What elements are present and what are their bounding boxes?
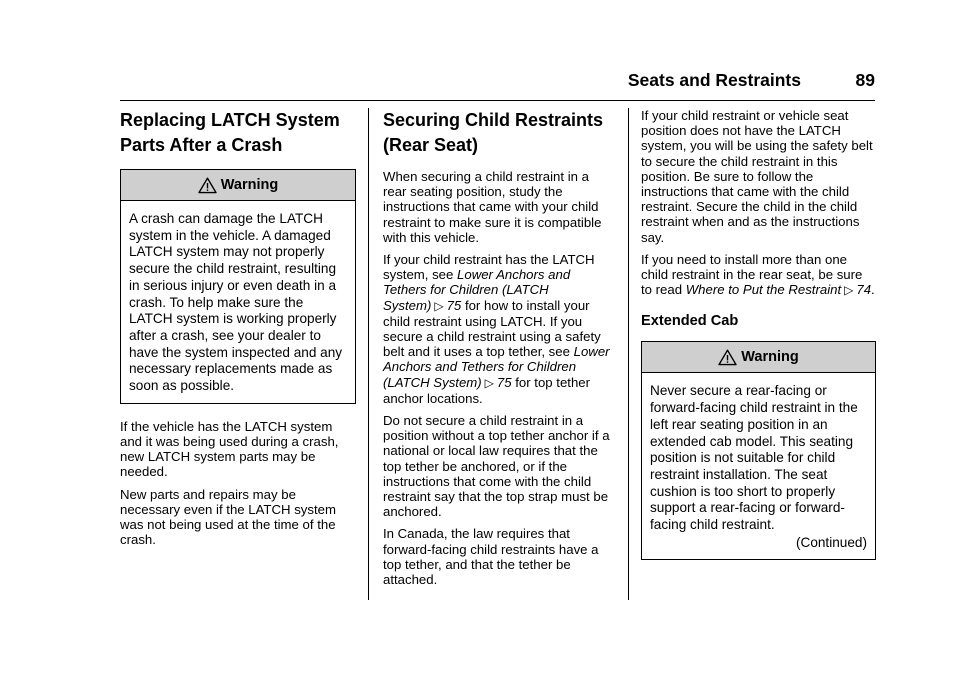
paragraph: If your child restraint or vehicle seat position does not have the LATCH system, you will be using the safety belt to secure the child restraint in this position. Be sure to follow the instructions that came with the child restraint. Secure the child in the child restraint when and as the instructions say.: [641, 108, 873, 245]
page-reference[interactable]: 74: [856, 282, 872, 298]
text-run: If your child restraint has the LATCH system, see: [383, 252, 595, 283]
text-run: .: [871, 282, 875, 298]
warning-content: [642, 373, 875, 559]
column-divider: [628, 108, 629, 600]
page-header: [120, 70, 875, 102]
text-run: for top tether anchor locations.: [383, 374, 591, 406]
paragraph: If the vehicle has the LATCH system and it was being used during a crash, new LATCH system parts may be needed.: [120, 418, 339, 480]
warning-box: [641, 341, 876, 560]
paragraph: [641, 252, 876, 299]
section-title: Seats and Restraints: [627, 70, 801, 90]
continued-label: (Continued): [795, 534, 867, 550]
caution-triangle-icon: [718, 349, 737, 366]
page-number: 89: [855, 70, 875, 90]
column-3: [641, 108, 876, 560]
warning-text: A crash can damage the LATCH system in the vehicle. A damaged LATCH system may not properly secure the child restraint, resulting in serious injury or even death in a crash. To help make sure the LATCH system is working properly after a crash, see your dealer to have the system inspected and any necessary replacements made as soon as possible.: [129, 211, 343, 394]
warning-title: Warning: [220, 177, 279, 193]
paragraph: When securing a child restraint in a rear seating position, study the instructions that came with your child restraint to make sure it is compatible with this vehicle.: [383, 169, 602, 245]
text-run: If you need to install more than one child restraint in the rear seat, be sure to read: [641, 251, 863, 298]
paragraph: New parts and repairs may be necessary even if the LATCH system was not being used at the time of the crash.: [120, 486, 336, 548]
arrow-icon: ▷: [434, 298, 444, 313]
warning-header: [642, 342, 875, 373]
caution-triangle-icon: [198, 177, 217, 194]
paragraph: In Canada, the law requires that forward-facing child restraints have a top tether, and that the tether be attached.: [383, 526, 599, 588]
header-rule: [120, 100, 875, 101]
arrow-icon: ▷: [844, 283, 854, 298]
column-divider: [368, 108, 369, 600]
section-heading: Securing Child Restraints (Rear Seat): [383, 110, 604, 155]
column-2: [383, 108, 615, 594]
section-heading: Replacing LATCH System Parts After a Crash: [120, 110, 340, 155]
cross-reference-link[interactable]: Where to Put the Restraint: [685, 282, 842, 298]
warning-header: [121, 170, 355, 201]
warning-text: Never secure a rear-facing or forward-facing child restraint in the left rear seating position in an extended cab model. This seating position is not suitable for child restraint installation. The seat cushion is too short to properly support a rear-facing or forward-facing child restraint.: [650, 383, 858, 533]
paragraph: [383, 252, 615, 406]
page-reference[interactable]: 75: [496, 374, 512, 390]
subsection-heading: Extended Cab: [641, 313, 739, 330]
page-reference[interactable]: 75: [446, 297, 462, 313]
column-1: [120, 108, 356, 554]
arrow-icon: ▷: [484, 375, 494, 390]
cross-reference-link[interactable]: Lower Anchors and Tethers for Children (LATCH System): [383, 267, 571, 313]
warning-title: Warning: [741, 349, 799, 366]
cross-reference-link[interactable]: Lower Anchors and Tethers for Children (LATCH System): [383, 344, 610, 390]
warning-box: [120, 169, 356, 404]
text-run: for how to install your child restraint using LATCH. If you secure a child restraint using a safety belt and it uses a top tether, see: [383, 297, 601, 360]
paragraph: Do not secure a child restraint in a position without a top tether anchor if a national or local law requires that the top tether be anchored, or if the instructions that come with the child restraint say that the top strap must be anchored.: [383, 413, 610, 520]
